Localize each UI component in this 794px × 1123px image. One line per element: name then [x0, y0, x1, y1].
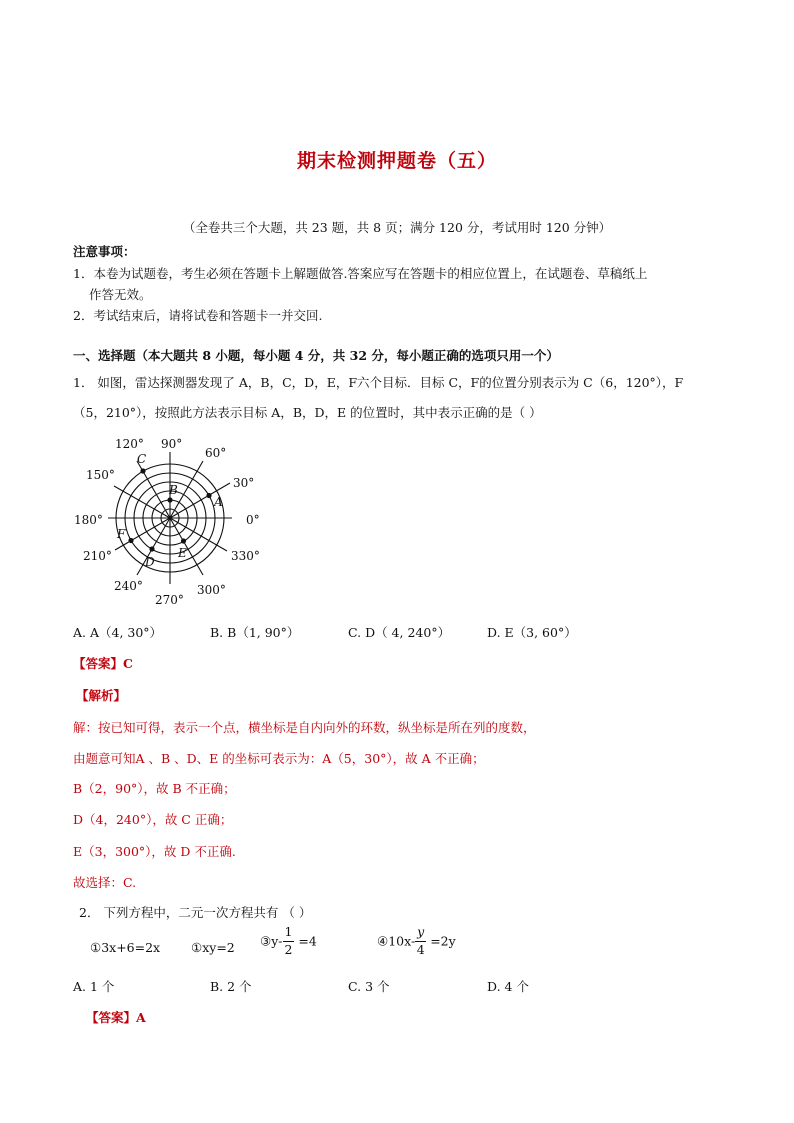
- angle-label: 240°: [114, 579, 143, 593]
- fraction: $\frac{1}{2}$: [284, 924, 293, 957]
- option-c: C. 3 个: [348, 979, 390, 994]
- note-line: 2．考试结束后，请将试卷和答题卡一并交回.: [73, 308, 323, 323]
- section-heading: 一、选择题（本大题共 8 小题，每小题 4 分，共 32 分，每小题正确的选项只用一个）: [73, 348, 559, 363]
- equation-4: ④10x- $\frac{y}{4}$ =2y: [377, 924, 456, 957]
- angle-label: 270°: [155, 593, 184, 607]
- answer: 【答案】A: [86, 1010, 146, 1025]
- point-label-f: F: [117, 527, 126, 541]
- answer: 【答案】C: [73, 656, 133, 671]
- note-line: 作答无效。: [89, 287, 152, 302]
- angle-label: 0°: [246, 513, 260, 527]
- angle-label: 90°: [161, 437, 183, 451]
- point-label-b: B: [169, 483, 178, 497]
- notes-heading: 注意事项：: [73, 244, 136, 259]
- point-label-e: E: [178, 546, 187, 560]
- point-b: [167, 497, 172, 502]
- question-text: 1． 如图，雷达探测器发现了 A，B，C，D，E，F六个目标．目标 C，F的位置分别表示为 C（6，120°），F: [73, 375, 684, 390]
- analysis-line: D（4，240°），故 C 正确；: [73, 812, 233, 827]
- point-d: [149, 546, 154, 551]
- point-label-d: D: [145, 555, 155, 569]
- fraction: $\frac{y}{4}$: [416, 924, 425, 957]
- question-text: 2． 下列方程中，二元一次方程共有 （ ）: [79, 905, 312, 920]
- angle-label: 150°: [86, 468, 115, 482]
- angle-label: 120°: [115, 437, 144, 451]
- analysis-line: 由题意可知A 、B 、D、E 的坐标可表示为：A（5，30°），故 A 不正确；: [73, 751, 485, 766]
- analysis-line: E（3，300°），故 D 不正确.: [73, 844, 236, 859]
- analysis-line: B（2，90°），故 B 不正确；: [73, 781, 236, 796]
- option-d: D. 4 个: [487, 979, 529, 994]
- angle-label: 30°: [233, 476, 255, 490]
- option-b: B. B（1, 90°）: [210, 625, 300, 640]
- angle-label: 210°: [83, 549, 112, 563]
- radar-rays: [108, 452, 232, 584]
- angle-label: 60°: [205, 446, 227, 460]
- angle-labels: [74, 437, 260, 607]
- point-c: [140, 468, 145, 473]
- page-title: 期末检测押题卷（五）: [296, 150, 497, 172]
- option-a: A. 1 个: [73, 979, 115, 994]
- equation-2: ①xy=2: [191, 940, 235, 955]
- point-f: [128, 538, 133, 543]
- question-text: （5，210°），按照此方法表示目标 A，B，D，E 的位置时，其中表示正确的是（ ）: [73, 405, 542, 420]
- equation-1: ①3x+6=2x: [90, 940, 161, 955]
- option-a: A. A（4, 30°）: [73, 625, 163, 640]
- note-line: 1．本卷为试题卷，考生必须在答题卡上解题做答.答案应写在答题卡的相应位置上，在试题卷、草稿纸上: [73, 266, 648, 281]
- radar-diagram: [70, 432, 270, 612]
- analysis-line: 解：按已知可得，表示一个点，横坐标是自内向外的环数，纵坐标是所在列的度数，: [73, 720, 536, 735]
- option-c: C. D（ 4, 240°）: [348, 625, 451, 640]
- angle-label: 180°: [74, 513, 103, 527]
- angle-label: 330°: [231, 549, 260, 563]
- point-a: [206, 493, 211, 498]
- point-label-a: A: [214, 495, 223, 509]
- angle-label: 300°: [197, 583, 226, 597]
- exam-info: （全卷共三个大题，共 23 题，共 8 页；满分 120 分，考试用时 120 分钟）: [182, 220, 612, 235]
- analysis-line: 故选择：C.: [73, 875, 137, 890]
- point-label-c: C: [137, 452, 147, 466]
- analysis-heading: 【解析】: [76, 688, 127, 703]
- equation-3: ③y- $\frac{1}{2}$ =4: [260, 924, 317, 957]
- option-d: D. E（3, 60°）: [487, 625, 577, 640]
- option-b: B. 2 个: [210, 979, 252, 994]
- point-e: [181, 538, 186, 543]
